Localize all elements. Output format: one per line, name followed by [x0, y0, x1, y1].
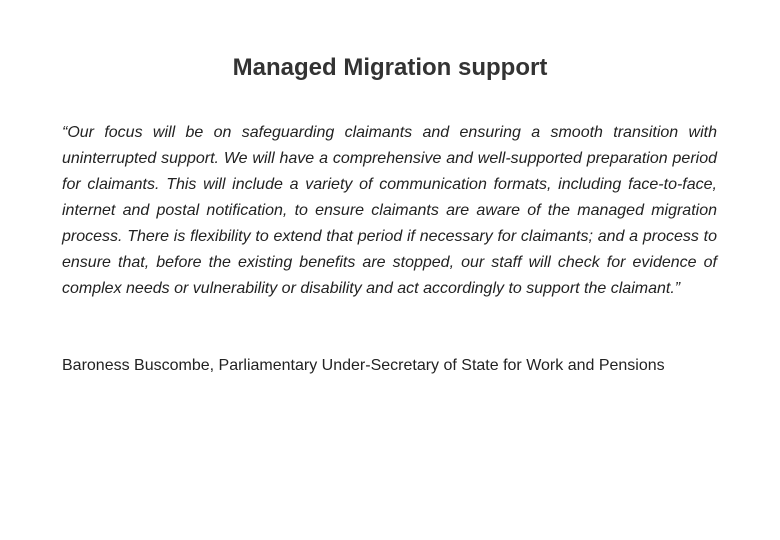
quote-attribution: Baroness Buscombe, Parliamentary Under-Secretary of State for Work and Pensions — [62, 357, 665, 374]
slide-title: Managed Migration support — [232, 54, 548, 81]
quote-text: “Our focus will be on safeguarding claimants and ensuring a smooth transition with uninterrupted support. We will have a comprehensive and well-supported preparation period for claimants. This will include a variety of communication formats, including face-to-face, internet and postal notification, to ensure claimants are aware of the managed migration process. There is flexibility to extend that period if necessary for claimants; and a process to ensure that, before the existing benefits are stopped, our staff will check for evidence of complex needs or vulnerability or disability and act accordingly to support the claimant.” — [62, 124, 717, 297]
